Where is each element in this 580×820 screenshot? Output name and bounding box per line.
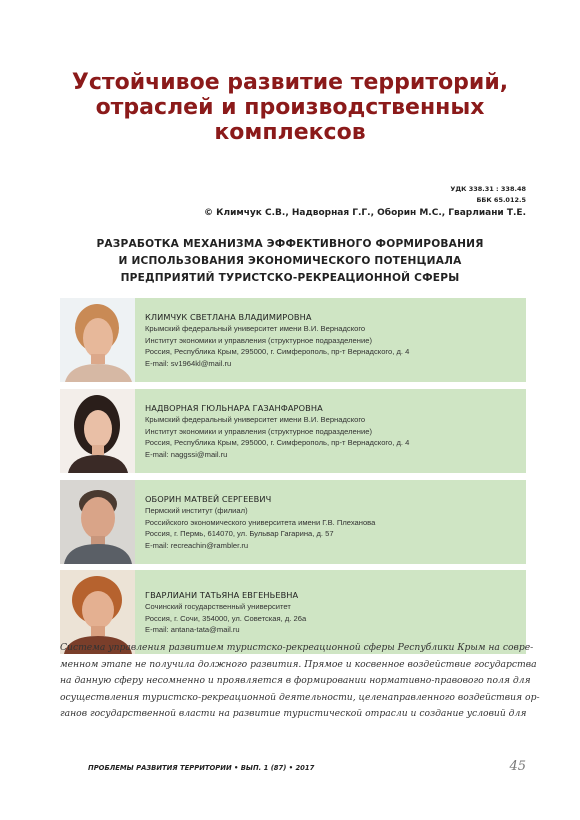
author-affiliation: Институт экономики и управления (структурное подразделение) — [145, 335, 372, 345]
abstract-line: на данную сферу несомненно и проявляется в формировании нормативно-правового поля для — [60, 675, 531, 687]
author-affiliation: Сочинский государственный университет — [145, 602, 291, 611]
author-info — [135, 298, 526, 382]
article-title-line: ПРЕДПРИЯТИЙ ТУРИСТСКО-РЕКРЕАЦИОННОЙ СФЕРЫ — [120, 272, 460, 284]
authors-copyright-line: © Климчук С.В., Надворная Г.Г., Оборин М.С., Гварлиани Т.Е. — [203, 208, 526, 218]
abstract-line: Система управления развитием туристско-рекреационной сферы Республики Крым на совре- — [60, 642, 534, 653]
abstract-line: менном этапе не получила должного развития. Прямое и косвенное воздействие государства — [60, 658, 537, 670]
author-photo — [60, 298, 135, 382]
abstract — [60, 640, 540, 723]
author-name: ОБОРИН МАТВЕЙ СЕРГЕЕВИЧ — [145, 494, 272, 504]
abstract-line: осуществления туристско-рекреационной деятельности, целенаправленного воздействия ор- — [60, 691, 540, 703]
author-info — [135, 389, 526, 473]
author-card — [60, 298, 526, 382]
author-address: Россия, г. Пермь, 614070, ул. Бульвар Гагарина, д. 57 — [145, 529, 334, 538]
author-info — [135, 480, 526, 564]
bbk-code: ББК 65.012.5 — [476, 196, 526, 204]
author-affiliation: Российского экономического университета имени Г.В. Плеханова — [145, 517, 376, 527]
author-name: НАДВОРНАЯ ГЮЛЬНАРА ГАЗАНФАРОВНА — [145, 403, 323, 413]
section-title-line: Устойчивое развитие территорий, — [71, 70, 509, 95]
author-affiliation: Институт экономики и управления (структурное подразделение) — [145, 426, 372, 436]
author-email: E-mail: naggssi@mail.ru — [145, 449, 228, 459]
article-title-line: РАЗРАБОТКА МЕХАНИЗМА ЭФФЕКТИВНОГО ФОРМИРОВАНИЯ — [96, 238, 484, 250]
page-number: 45 — [509, 759, 526, 774]
author-affiliation: Пермский институт (филиал) — [145, 506, 248, 515]
author-card — [60, 480, 526, 564]
author-affiliation: Крымский федеральный университет имени В.И. Вернадского — [145, 324, 366, 333]
author-photo — [60, 389, 135, 473]
article-title — [40, 236, 540, 287]
section-title-line: отраслей и производственных — [95, 95, 485, 120]
author-email: E-mail: recreachin@rambler.ru — [145, 540, 249, 550]
section-title — [40, 70, 540, 145]
author-card — [60, 389, 526, 473]
classification-codes — [450, 184, 526, 206]
author-email: E-mail: sv1964kl@mail.ru — [145, 358, 232, 368]
author-address: Россия, Республика Крым, 295000, г. Симферополь, пр-т Вернадского, д. 4 — [145, 438, 410, 447]
author-address: Россия, г. Сочи, 354000, ул. Советская, д. 26а — [145, 613, 307, 623]
udk-code: УДК 338.31 : 338.48 — [450, 185, 526, 193]
journal-footer: ПРОБЛЕМЫ РАЗВИТИЯ ТЕРРИТОРИИ • ВЫП. 1 (87) • 2017 — [88, 764, 315, 772]
section-title-line: комплексов — [214, 120, 366, 145]
author-name: КЛИМЧУК СВЕТЛАНА ВЛАДИМИРОВНА — [145, 312, 312, 322]
author-photo — [60, 480, 135, 564]
author-name: ГВАРЛИАНИ ТАТЬЯНА ЕВГЕНЬЕВНА — [145, 590, 299, 600]
author-address: Россия, Республика Крым, 295000, г. Симферополь, пр-т Вернадского, д. 4 — [145, 347, 410, 356]
author-affiliation: Крымский федеральный университет имени В.И. Вернадского — [145, 415, 366, 424]
author-email: E-mail: antana-tata@mail.ru — [145, 625, 240, 634]
article-title-line: И ИСПОЛЬЗОВАНИЯ ЭКОНОМИЧЕСКОГО ПОТЕНЦИАЛА — [118, 255, 462, 267]
abstract-line: ганов государственной власти на развитие туристической отрасли и создание условий для — [60, 708, 527, 720]
